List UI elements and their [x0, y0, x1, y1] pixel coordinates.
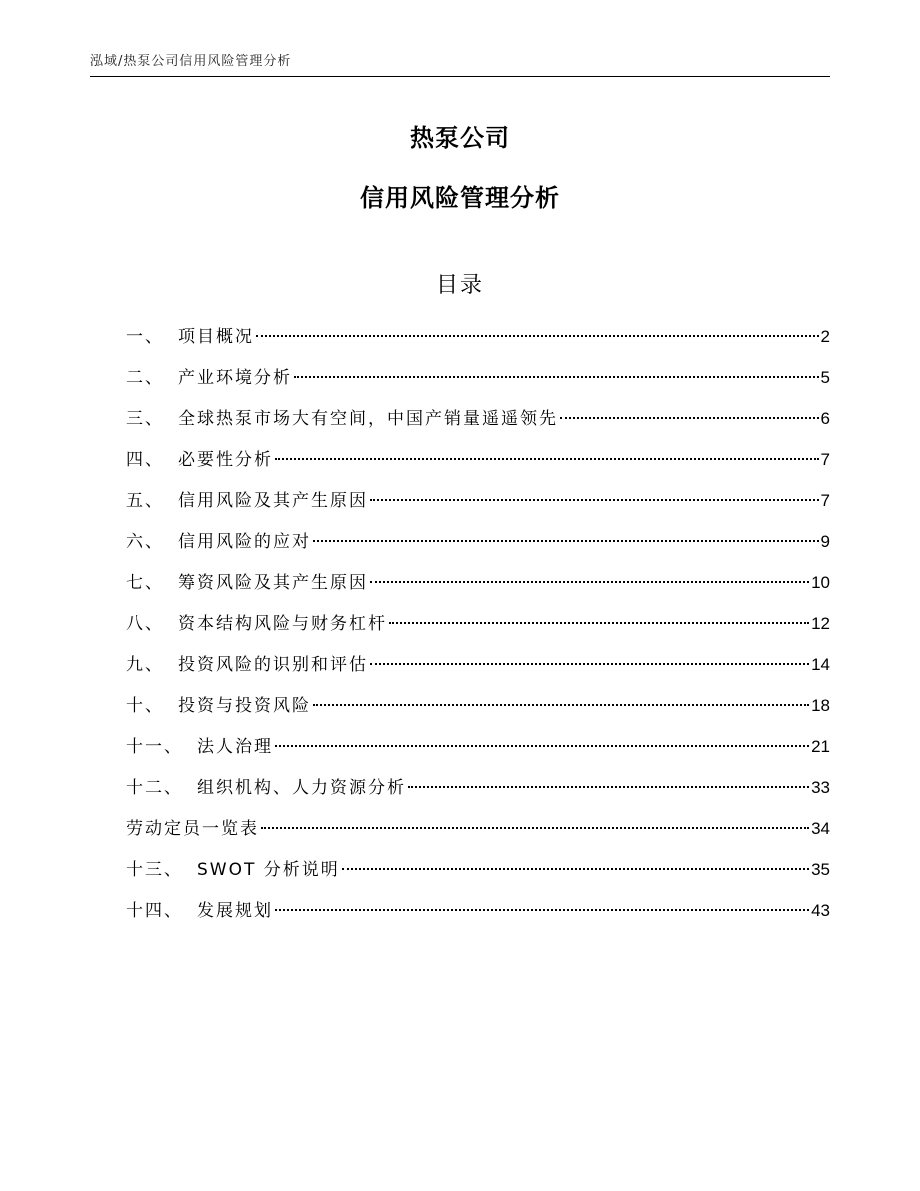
toc-entry-title: 法人治理 — [197, 737, 273, 757]
toc-entry-page: 43 — [811, 901, 830, 920]
toc-entry-page: 18 — [811, 696, 830, 715]
toc-leader-dots — [275, 458, 819, 460]
toc-entry[interactable] — [126, 771, 830, 812]
toc-leader-dots — [261, 827, 809, 829]
toc-entry-page: 6 — [820, 409, 830, 428]
toc-entry-title: 全球热泵市场大有空间，中国产销量遥遥领先 — [178, 409, 558, 429]
toc-entry-number: 三、 — [126, 409, 164, 429]
table-of-contents — [126, 320, 830, 935]
toc-entry-title: 投资风险的识别和评估 — [178, 655, 368, 675]
toc-leader-dots — [313, 540, 819, 542]
toc-leader-dots — [560, 417, 819, 419]
toc-entry-title: 必要性分析 — [178, 450, 273, 470]
toc-leader-dots — [342, 868, 809, 870]
toc-entry-title: 筹资风险及其产生原因 — [178, 573, 368, 593]
toc-entry-number: 四、 — [126, 450, 164, 470]
toc-entry-title: 产业环境分析 — [178, 368, 292, 388]
toc-entry[interactable] — [126, 812, 830, 853]
toc-entry-title: SWOT 分析说明 — [197, 860, 340, 880]
toc-leader-dots — [408, 786, 809, 788]
toc-heading: 目录 — [435, 273, 484, 298]
toc-entry-page: 5 — [820, 368, 830, 387]
toc-entry-page: 7 — [820, 450, 830, 469]
toc-entry-number: 八、 — [126, 614, 164, 634]
toc-entry-title: 组织机构、人力资源分析 — [197, 778, 406, 798]
toc-entry[interactable] — [126, 525, 830, 566]
toc-entry-page: 10 — [811, 573, 830, 592]
toc-entry-number: 五、 — [126, 491, 164, 511]
toc-entry-title: 劳动定员一览表 — [126, 819, 259, 839]
toc-entry-title: 投资与投资风险 — [178, 696, 311, 716]
toc-entry-number: 十二、 — [126, 778, 183, 798]
toc-entry[interactable] — [126, 894, 830, 935]
toc-entry-title: 发展规划 — [197, 901, 273, 921]
document-title — [0, 118, 920, 218]
toc-entry[interactable] — [126, 730, 830, 771]
toc-leader-dots — [370, 581, 809, 583]
toc-leader-dots — [275, 909, 809, 911]
toc-entry-page: 14 — [811, 655, 830, 674]
toc-leader-dots — [389, 622, 809, 624]
toc-entry-page: 21 — [811, 737, 830, 756]
toc-entry-page: 2 — [820, 327, 830, 346]
toc-leader-dots — [313, 704, 809, 706]
toc-entry[interactable] — [126, 320, 830, 361]
toc-entry-page: 34 — [811, 819, 830, 838]
toc-entry-page: 12 — [811, 614, 830, 633]
title-company: 热泵公司 — [410, 124, 510, 152]
toc-leader-dots — [370, 499, 819, 501]
toc-entry-number: 九、 — [126, 655, 164, 675]
toc-entry-title: 项目概况 — [178, 327, 254, 347]
toc-leader-dots — [294, 376, 819, 378]
toc-entry-page: 35 — [811, 860, 830, 879]
toc-entry[interactable] — [126, 607, 830, 648]
toc-entry-number: 六、 — [126, 532, 164, 552]
toc-entry-number: 一、 — [126, 327, 164, 347]
running-title: 泓域/热泵公司信用风险管理分析 — [90, 54, 292, 69]
toc-entry-number: 十三、 — [126, 860, 183, 880]
toc-entry-page: 33 — [811, 778, 830, 797]
title-subject: 信用风险管理分析 — [360, 184, 560, 212]
toc-entry-number: 十四、 — [126, 901, 183, 921]
page-header — [90, 52, 830, 77]
toc-entry-number: 七、 — [126, 573, 164, 593]
toc-leader-dots — [275, 745, 809, 747]
toc-entry[interactable] — [126, 853, 830, 894]
toc-entry[interactable] — [126, 648, 830, 689]
toc-entry-title: 信用风险及其产生原因 — [178, 491, 368, 511]
toc-entry[interactable] — [126, 566, 830, 607]
toc-entry[interactable] — [126, 689, 830, 730]
toc-entry-page: 9 — [820, 532, 830, 551]
toc-entry-number: 十、 — [126, 696, 164, 716]
toc-entry-number: 二、 — [126, 368, 164, 388]
toc-entry-title: 资本结构风险与财务杠杆 — [178, 614, 387, 634]
toc-entry[interactable] — [126, 402, 830, 443]
toc-entry-title: 信用风险的应对 — [178, 532, 311, 552]
toc-leader-dots — [370, 663, 809, 665]
toc-entry-number: 十一、 — [126, 737, 183, 757]
toc-leader-dots — [256, 335, 819, 337]
toc-entry-page: 7 — [820, 491, 830, 510]
toc-entry[interactable] — [126, 484, 830, 525]
toc-entry[interactable] — [126, 443, 830, 484]
toc-entry[interactable] — [126, 361, 830, 402]
